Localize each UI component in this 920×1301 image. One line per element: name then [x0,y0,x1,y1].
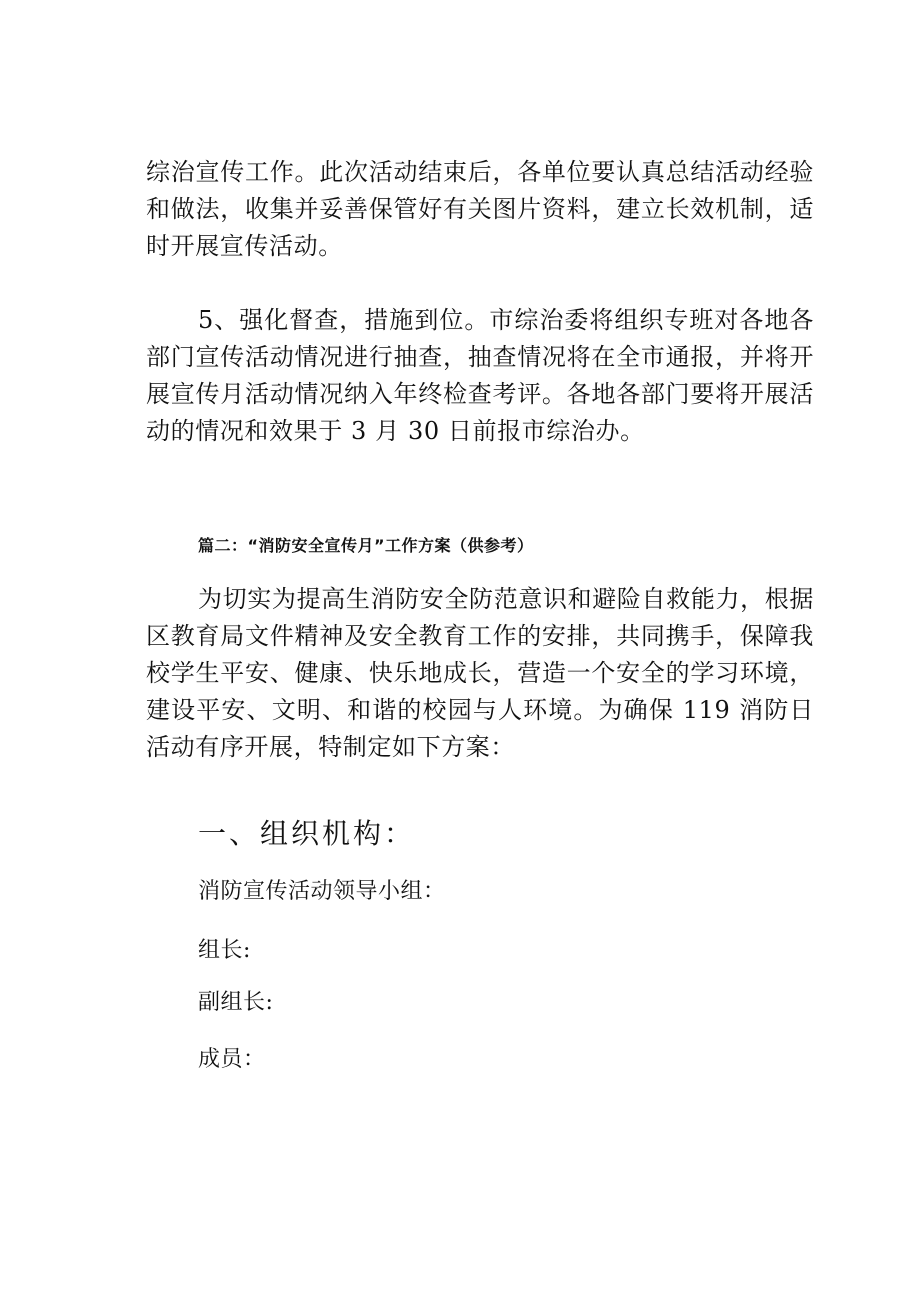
leader-group-label: 消防宣传活动领导小组： [198,879,446,904]
deputy-leader-label: 副组长: [198,990,274,1015]
section-title: 篇二：“消防安全宣传月”工作方案（供参考） [198,536,534,555]
heading-organization: 一、组织机构： [198,817,416,850]
paragraph-item-5: 5、强化督查，措施到位。市综治委将组织专班对各地各部门宣传活动情况进行抽查，抽查情况将在全市通报，并将开展宣传月活动情况纳入年终检查考评。各地各部门要将开展活动的情况和效果于 3 月 30 日前报市综治办。 [146,306,814,445]
leader-label: 组长: [198,938,251,963]
members-label: 成员： [198,1047,266,1072]
paragraph-continuation: 综治宣传工作。此次活动结束后，各单位要认真总结活动经验和做法，收集并妥善保管好有关图片资料，建立长效机制，适时开展宣传活动。 [146,158,814,260]
intro-paragraph: 为切实为提高生消防安全防范意识和避险自救能力，根据区教育局文件精神及安全教育工作的安排，共同携手，保障我校学生平安、健康、快乐地成长，营造一个安全的学习环境，建设平安、文明、和谐的校园与人环境。为确保 119 消防日活动有序开展，特制定如下方案： [146,585,814,761]
